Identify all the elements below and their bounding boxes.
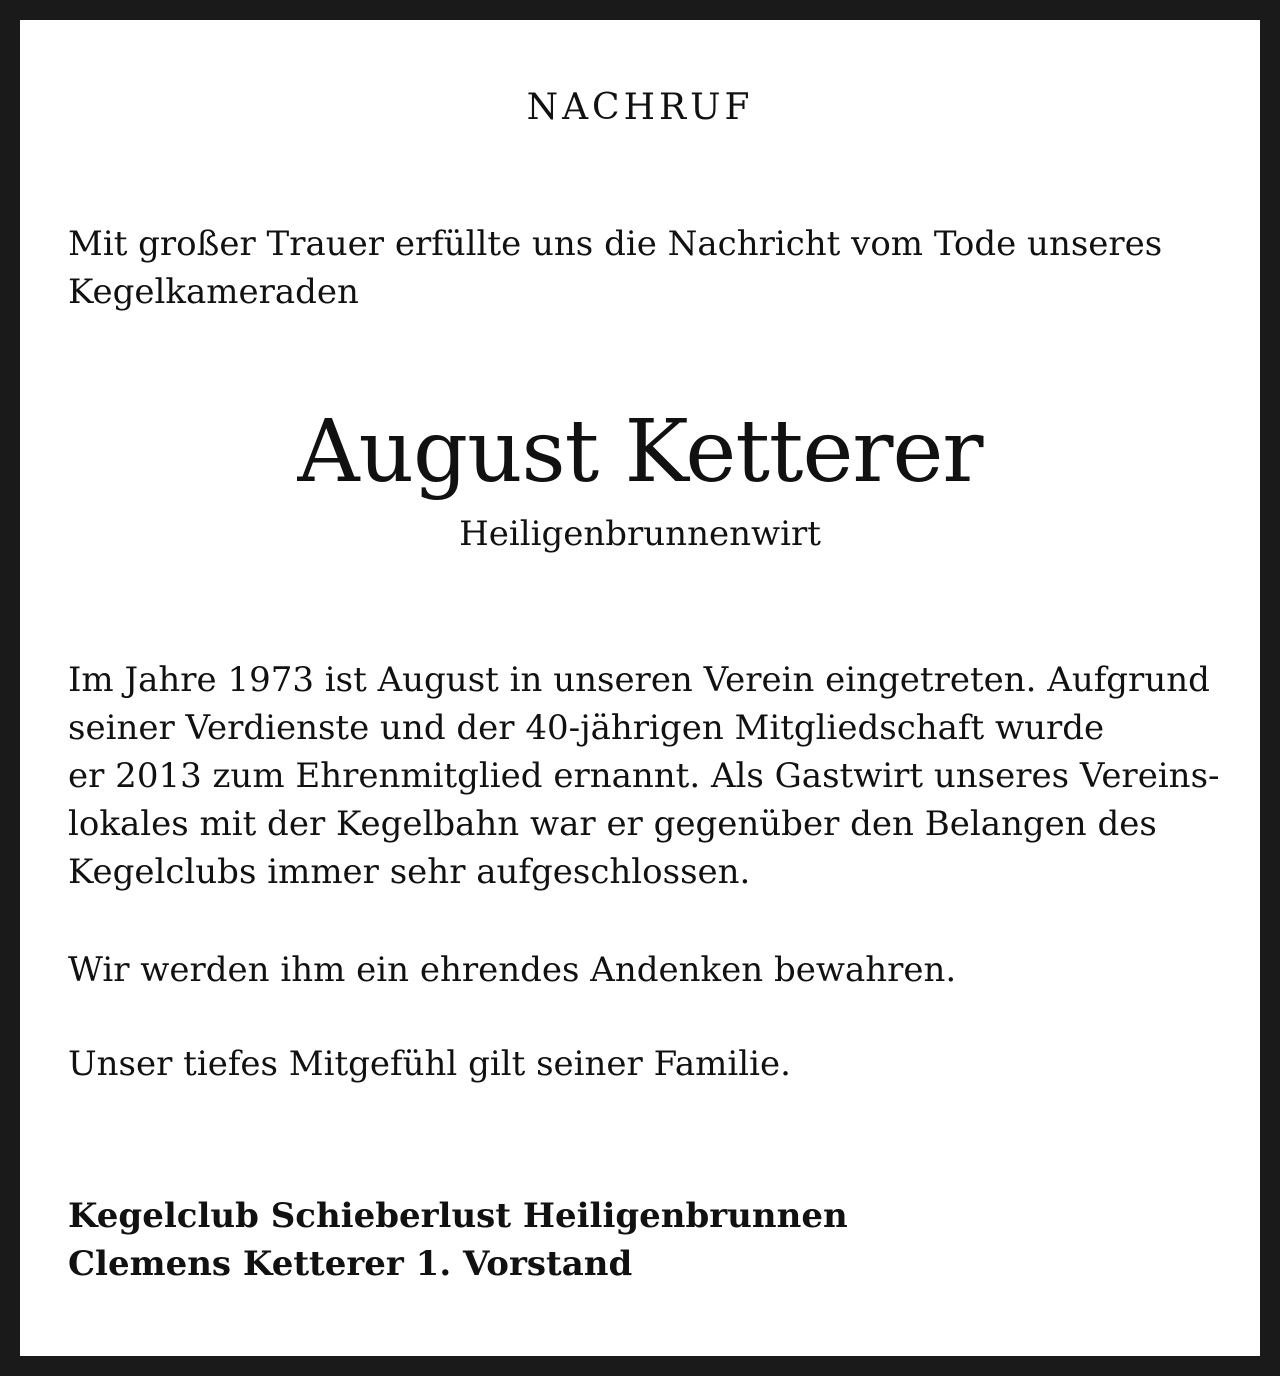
body-line: lokales mit der Kegelbahn war er gegenüber den Belangen des [68,804,1157,844]
intro-paragraph [68,220,1198,316]
body-line: Kegelclubs immer sehr aufgeschlossen. [68,852,751,892]
closing-sentence: Wir werden ihm ein ehrendes Andenken bewahren. [68,950,957,990]
deceased-title: Heiligenbrunnenwirt [459,514,821,554]
sympathy-sentence: Unser tiefes Mitgefühl gilt seiner Familie. [68,1044,791,1084]
signature-block [68,1192,1218,1288]
body-line: Im Jahre 1973 ist August in unseren Verein eingetreten. Aufgrund [68,660,1210,700]
intro-line: Kegelkameraden [68,272,359,312]
notice-heading: NACHRUF [526,87,754,128]
signature-person: Clemens Ketterer 1. Vorstand [68,1244,633,1284]
body-paragraph [68,656,1218,896]
deceased-name: August Ketterer [297,402,983,502]
signature-club: Kegelclub Schieberlust Heiligenbrunnen [68,1196,848,1236]
intro-line: Mit großer Trauer erfüllte uns die Nachricht vom Tode unseres [68,224,1163,264]
body-line: er 2013 zum Ehrenmitglied ernannt. Als Gastwirt unseres Vereins- [68,756,1220,796]
body-line: seiner Verdienste und der 40-jährigen Mitgliedschaft wurde [68,708,1105,748]
